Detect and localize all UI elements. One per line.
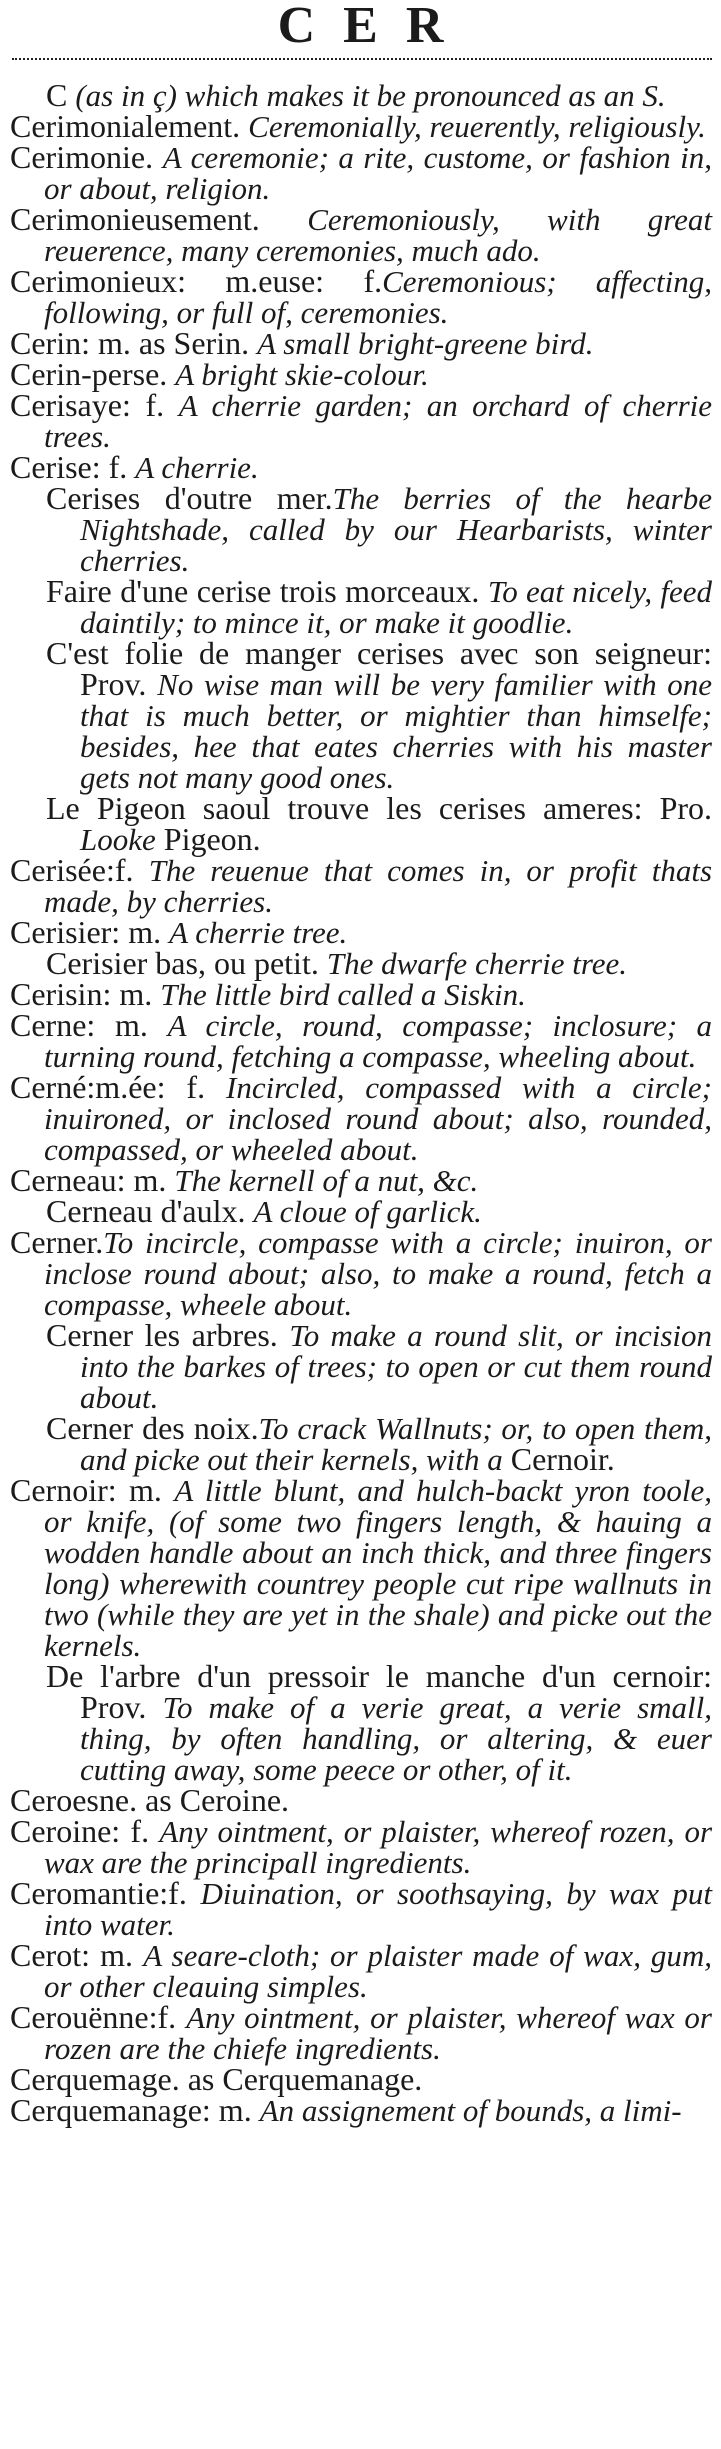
- dictionary-entry: [10, 1937, 712, 2004]
- dictionary-entry: [10, 201, 712, 268]
- definition: The little bird called a Siskin.: [160, 977, 526, 1012]
- headword: Cerisin:: [10, 976, 112, 1012]
- headword: Cerné:: [10, 1069, 96, 1105]
- dictionary-subentry: [10, 1193, 712, 1229]
- headword: Cerimonieusement.: [10, 201, 260, 237]
- headword: C'est folie de manger cerises avec son seigneur:: [46, 635, 712, 671]
- grammar-note: Prov.: [80, 1689, 147, 1725]
- definition: A bright skie-colour.: [175, 357, 429, 392]
- grammar-note: m.: [128, 914, 162, 950]
- grammar-note: f.: [168, 1875, 187, 1911]
- dictionary-entry: [10, 108, 712, 144]
- dictionary-entry: [10, 387, 713, 454]
- dictionary-subentry: [10, 635, 713, 795]
- grammar-note: f.: [108, 449, 128, 485]
- dictionary-entry: [10, 263, 712, 330]
- headword: Cerimonieux:: [10, 263, 186, 299]
- dictionary-entry: [10, 1813, 713, 1880]
- definition: To make of a verie great, a verie small, thing, by often handling, or altering, & euer cutting away, some peece or other, of it.: [80, 1690, 712, 1787]
- headword: Cerner les arbres.: [46, 1317, 278, 1353]
- dictionary-subentry: [10, 1658, 712, 1787]
- dictionary-entry: [10, 325, 712, 361]
- headword: Cerisée:: [10, 852, 115, 888]
- definition: Looke: [80, 822, 156, 857]
- dictionary-entry: [10, 2061, 712, 2097]
- grammar-note: m.: [129, 1472, 162, 1508]
- definition: The reuenue that comes in, or profit thats made, by cherries.: [44, 853, 713, 919]
- dictionary-subentry: [10, 1410, 712, 1477]
- headword: Ceroesne.: [10, 1782, 138, 1818]
- grammar-note: Pro.: [659, 790, 713, 826]
- dictionary-entry: [10, 139, 713, 206]
- dictionary-entry: [10, 1782, 712, 1818]
- headword: Cerisaye:: [10, 387, 131, 423]
- definition: To eat nicely, feed daintily; to mince it, or make it goodlie.: [80, 574, 713, 640]
- dictionary-entry: [10, 1472, 713, 1663]
- grammar-note: m.: [115, 1007, 148, 1043]
- dictionary-entry: [10, 356, 712, 392]
- definition: A little blunt, and hulch-backt yron toole, or knife, (of some two fingers length, & hauing a wodden handle about an inch thick, and three fingers long) wherewith countrey people cut ripe wallnuts in two (while they are yet in the shale) and picke out the kernels.: [44, 1473, 713, 1663]
- definition: An assignement of bounds, a limi-: [259, 2093, 682, 2128]
- grammar-note: m.: [218, 2092, 252, 2128]
- grammar-note: m.: [133, 1162, 167, 1198]
- headword: Ceromantie:: [10, 1875, 169, 1911]
- grammar-note: f.: [130, 1813, 150, 1849]
- definition: A seare-cloth; or plaister made of wax, gum, or other cleauing simples.: [44, 1938, 712, 2004]
- dictionary-entry: [10, 1999, 712, 2066]
- headword: Cerisier bas, ou petit.: [46, 945, 319, 981]
- headword: Cerimonialement.: [10, 108, 241, 144]
- headword: Cerin-perse.: [10, 356, 168, 392]
- definition: A circle, round, compasse; inclosure; a turning round, fetching a compasse, wheeling about.: [44, 1008, 713, 1074]
- headword: De l'arbre d'un pressoir le manche d'un cernoir:: [46, 1658, 712, 1694]
- definition: Incircled, compassed with a circle; inuironed, or inclosed round about; also, rounded, compassed, or wheeled about.: [44, 1070, 713, 1167]
- dictionary-entry: [10, 852, 713, 919]
- definition: To incircle, compasse with a circle; inuiron, or inclose round about; also, to make a round, fetch a compasse, wheele about.: [44, 1225, 712, 1322]
- headword: Cerquemage.: [10, 2061, 180, 2097]
- headword: C: [46, 77, 68, 113]
- dictionary-subentry: [10, 1317, 713, 1415]
- definition: A small bright-greene bird.: [257, 326, 594, 361]
- headword: Cernoir:: [10, 1472, 117, 1508]
- headword: Cerimonie.: [10, 139, 154, 175]
- definition: Ceremonially, reuerently, religiously.: [248, 109, 706, 144]
- dictionary-subentry: [10, 480, 712, 578]
- dictionary-entry: [10, 77, 712, 113]
- definition: Diuination, or soothsaying, by wax put into water.: [44, 1876, 713, 1942]
- headword: Cerner des noix.: [46, 1410, 259, 1446]
- dictionary-entry: [10, 1162, 712, 1198]
- headword: Cerquemanage:: [10, 2092, 211, 2128]
- grammar-note: m.: [100, 1937, 134, 1973]
- headword: Cerneau:: [10, 1162, 126, 1198]
- headword: Cerner.: [10, 1224, 104, 1260]
- definition: A cloue of garlick.: [253, 1194, 482, 1229]
- grammar-note: as Ceroine.: [145, 1782, 290, 1818]
- headword: Cerot:: [10, 1937, 90, 1973]
- header-rule: [12, 58, 712, 60]
- grammar-note: m.euse: f.: [225, 263, 383, 299]
- grammar-note: m.: [119, 976, 153, 1012]
- dictionary-entry: [10, 449, 712, 485]
- definition: To make a round slit, or incision into the barkes of trees; to open or cut them round about.: [80, 1318, 713, 1415]
- dictionary-entry: [10, 914, 712, 950]
- headword: Cerises d'outre mer.: [46, 480, 333, 516]
- headword: Cerise:: [10, 449, 101, 485]
- definition: (as in ç) which makes it be pronounced as an S.: [75, 78, 666, 113]
- headword: Ceroine:: [10, 1813, 121, 1849]
- grammar-note: m.ée: f.: [95, 1069, 206, 1105]
- definition: The dwarfe cherrie tree.: [326, 946, 628, 981]
- definition: The kernell of a nut, &c.: [174, 1163, 479, 1198]
- headword: Cerin:: [10, 325, 90, 361]
- grammar-note: Prov.: [80, 666, 147, 702]
- dictionary-entries: [10, 77, 713, 2128]
- dictionary-entry: [10, 1069, 713, 1167]
- dictionary-entry: [10, 1875, 713, 1942]
- cross-reference: Pigeon.: [163, 821, 261, 857]
- headword: Cerouënne:: [10, 1999, 158, 2035]
- dictionary-subentry: [10, 945, 712, 981]
- headword: Cerneau d'aulx.: [46, 1193, 246, 1229]
- definition: A cherrie tree.: [169, 915, 348, 950]
- definition: The berries of the hearbe Nightshade, called by our Hearbarists, winter cherries.: [80, 481, 712, 578]
- definition: Ceremoniously, with great reuerence, many ceremonies, much ado.: [44, 202, 712, 268]
- definition: A cherrie.: [135, 450, 259, 485]
- definition: To crack Wallnuts; or, to open them, and picke out their kernels, with a: [80, 1411, 712, 1477]
- page-header: CER: [277, 0, 472, 54]
- grammar-note: as Cerquemanage.: [187, 2061, 423, 2097]
- grammar-note: f.: [145, 387, 165, 423]
- grammar-note: f.: [157, 1999, 177, 2035]
- dictionary-subentry: [10, 573, 713, 640]
- dictionary-entry: [10, 1007, 713, 1074]
- definition: No wise man will be very familier with one that is much better, or mightier than himselfe; besides, hee that eates cherries with his master gets not many good ones.: [80, 667, 713, 795]
- dictionary-entry: [10, 2092, 712, 2128]
- definition: A cherrie garden; an orchard of cherrie trees.: [44, 388, 713, 454]
- headword: Cerne:: [10, 1007, 96, 1043]
- definition: A ceremonie; a rite, custome, or fashion in, or about, religion.: [44, 140, 713, 206]
- grammar-note: f.: [114, 852, 134, 888]
- dictionary-subentry: [10, 790, 713, 857]
- headword: Faire d'une cerise trois morceaux.: [46, 573, 480, 609]
- definition: Any ointment, or plaister, whereof wax or rozen are the chiefe ingredients.: [44, 2000, 712, 2066]
- dictionary-entry: [10, 1224, 712, 1322]
- headword: Le Pigeon saoul trouve les cerises ameres:: [46, 790, 643, 826]
- grammar-note: m. as Serin.: [97, 325, 250, 361]
- headword: Cerisier:: [10, 914, 121, 950]
- definition: Any ointment, or plaister, whereof rozen, or wax are the principall ingredients.: [44, 1814, 713, 1880]
- cross-reference: Cernoir.: [510, 1441, 615, 1477]
- definition: Ceremonious; affecting, following, or full of, ceremonies.: [44, 264, 712, 330]
- dictionary-entry: [10, 976, 712, 1012]
